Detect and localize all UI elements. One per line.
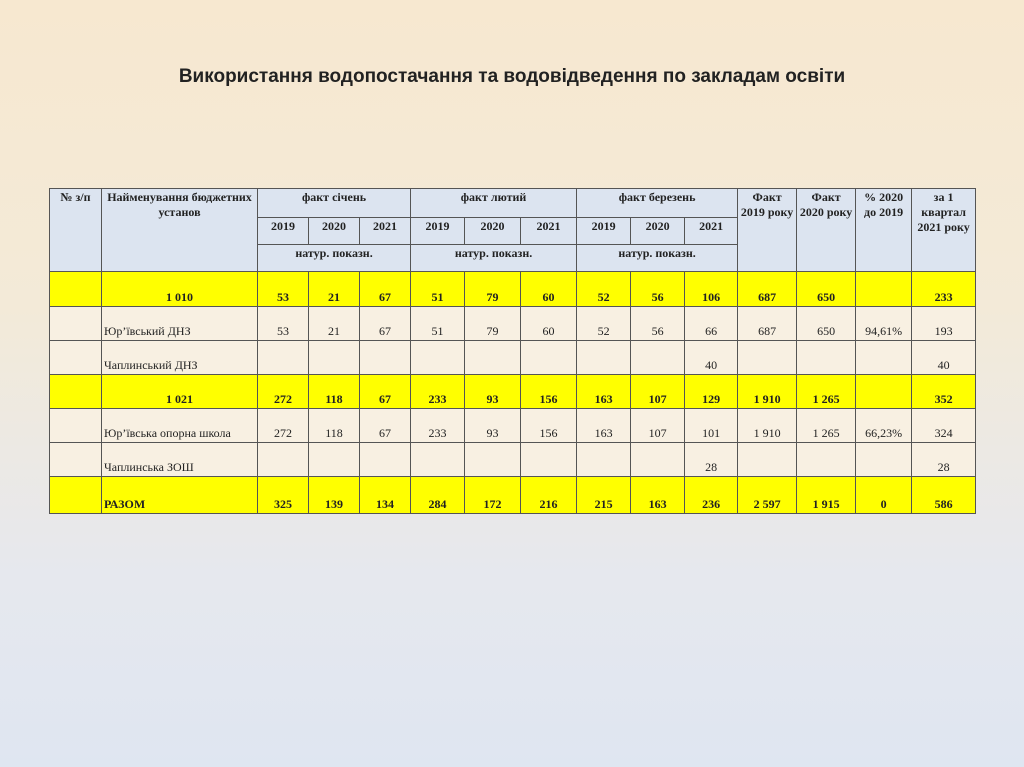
- header-year: 2021: [360, 218, 411, 245]
- cell: [411, 341, 465, 375]
- cell: 272: [258, 375, 309, 409]
- cell: [465, 341, 521, 375]
- cell-q1: 352: [912, 375, 976, 409]
- cell: 118: [309, 409, 360, 443]
- row-name: 1 021: [102, 375, 258, 409]
- cell: 21: [309, 307, 360, 341]
- cell: 60: [521, 307, 577, 341]
- cell: 118: [309, 375, 360, 409]
- row-nomer: [50, 409, 102, 443]
- cell: 215: [577, 477, 631, 514]
- cell: 79: [465, 272, 521, 307]
- table-row: [50, 307, 976, 341]
- cell-fact-2020: 1 265: [797, 375, 856, 409]
- header-q1: за 1 квартал 2021 року: [912, 189, 976, 272]
- cell: [631, 443, 685, 477]
- cell: [465, 443, 521, 477]
- cell-fact-2020: 650: [797, 307, 856, 341]
- cell: 53: [258, 272, 309, 307]
- row-name: Юр’ївська опорна школа: [102, 409, 258, 443]
- cell-q1: 233: [912, 272, 976, 307]
- header-feb: факт лютий: [411, 189, 577, 218]
- cell: 172: [465, 477, 521, 514]
- cell: [411, 443, 465, 477]
- row-nomer: [50, 443, 102, 477]
- cell: 236: [685, 477, 738, 514]
- cell: [309, 443, 360, 477]
- header-year: 2021: [685, 218, 738, 245]
- row-name: РАЗОМ: [102, 477, 258, 514]
- header-year: 2020: [631, 218, 685, 245]
- row-name: 1 010: [102, 272, 258, 307]
- header-year: 2019: [258, 218, 309, 245]
- cell-fact-2019: 1 910: [738, 409, 797, 443]
- row-nomer: [50, 375, 102, 409]
- header-nomer: № з/п: [50, 189, 102, 272]
- cell-fact-2020: 1 265: [797, 409, 856, 443]
- cell-fact-2019: 687: [738, 272, 797, 307]
- table-row: [50, 443, 976, 477]
- cell: [577, 443, 631, 477]
- cell-q1: 40: [912, 341, 976, 375]
- cell: [360, 341, 411, 375]
- header-jan: факт січень: [258, 189, 411, 218]
- cell-fact-2019: [738, 443, 797, 477]
- cell-percent: [856, 443, 912, 477]
- cell: 67: [360, 409, 411, 443]
- header-units: натур. показн.: [258, 245, 411, 272]
- cell: 156: [521, 375, 577, 409]
- cell: 216: [521, 477, 577, 514]
- cell: 106: [685, 272, 738, 307]
- header-units: натур. показн.: [577, 245, 738, 272]
- cell-q1: 193: [912, 307, 976, 341]
- header-year: 2020: [465, 218, 521, 245]
- cell: [631, 341, 685, 375]
- cell: 101: [685, 409, 738, 443]
- cell: 233: [411, 375, 465, 409]
- cell: 156: [521, 409, 577, 443]
- cell: 56: [631, 272, 685, 307]
- header-percent: % 2020 до 2019: [856, 189, 912, 272]
- cell: 56: [631, 307, 685, 341]
- cell: 129: [685, 375, 738, 409]
- cell-fact-2020: [797, 443, 856, 477]
- cell-percent: 66,23%: [856, 409, 912, 443]
- row-nomer: [50, 272, 102, 307]
- table-row: [50, 409, 976, 443]
- cell-percent: 0: [856, 477, 912, 514]
- row-name: Чаплинський ДНЗ: [102, 341, 258, 375]
- cell-fact-2020: [797, 341, 856, 375]
- table-row: [50, 341, 976, 375]
- header-mar: факт березень: [577, 189, 738, 218]
- cell: [521, 443, 577, 477]
- cell: 51: [411, 272, 465, 307]
- cell-fact-2019: [738, 341, 797, 375]
- cell-fact-2019: 2 597: [738, 477, 797, 514]
- row-nomer: [50, 477, 102, 514]
- header-name: Найменування бюджетних установ: [102, 189, 258, 272]
- cell: 66: [685, 307, 738, 341]
- cell: 67: [360, 307, 411, 341]
- cell: [521, 341, 577, 375]
- cell-percent: [856, 272, 912, 307]
- cell: 93: [465, 409, 521, 443]
- row-nomer: [50, 307, 102, 341]
- cell: 233: [411, 409, 465, 443]
- cell-percent: [856, 375, 912, 409]
- cell: 51: [411, 307, 465, 341]
- row-name: Юр’ївський ДНЗ: [102, 307, 258, 341]
- cell: [360, 443, 411, 477]
- cell: 67: [360, 272, 411, 307]
- row-name: Чаплинська ЗОШ: [102, 443, 258, 477]
- cell: 325: [258, 477, 309, 514]
- water-usage-table: [49, 188, 976, 514]
- cell-q1: 28: [912, 443, 976, 477]
- cell: 272: [258, 409, 309, 443]
- cell: 53: [258, 307, 309, 341]
- cell: 139: [309, 477, 360, 514]
- cell-percent: 94,61%: [856, 307, 912, 341]
- cell: [309, 341, 360, 375]
- cell-percent: [856, 341, 912, 375]
- cell-q1: 324: [912, 409, 976, 443]
- cell: [258, 443, 309, 477]
- header-year: 2019: [577, 218, 631, 245]
- cell: 107: [631, 409, 685, 443]
- table-row: [50, 375, 976, 409]
- cell-q1: 586: [912, 477, 976, 514]
- cell: 52: [577, 307, 631, 341]
- cell-fact-2020: 1 915: [797, 477, 856, 514]
- cell: 52: [577, 272, 631, 307]
- cell: 21: [309, 272, 360, 307]
- slide-title: Використання водопостачання та водовідведення по закладам освіти: [178, 66, 846, 87]
- cell: 134: [360, 477, 411, 514]
- cell: 107: [631, 375, 685, 409]
- cell: 284: [411, 477, 465, 514]
- cell-fact-2019: 687: [738, 307, 797, 341]
- cell: [258, 341, 309, 375]
- table-row-total: [50, 477, 976, 514]
- cell: 40: [685, 341, 738, 375]
- cell: 163: [577, 409, 631, 443]
- cell: 93: [465, 375, 521, 409]
- header-year: 2019: [411, 218, 465, 245]
- cell: 79: [465, 307, 521, 341]
- cell: [577, 341, 631, 375]
- cell: 60: [521, 272, 577, 307]
- header-year: 2021: [521, 218, 577, 245]
- cell-fact-2019: 1 910: [738, 375, 797, 409]
- table-row: [50, 272, 976, 307]
- cell: 28: [685, 443, 738, 477]
- cell: 163: [577, 375, 631, 409]
- header-units: натур. показн.: [411, 245, 577, 272]
- cell-fact-2020: 650: [797, 272, 856, 307]
- header-fact-2020: Факт 2020 року: [797, 189, 856, 272]
- cell: 67: [360, 375, 411, 409]
- header-year: 2020: [309, 218, 360, 245]
- row-nomer: [50, 341, 102, 375]
- header-fact-2019: Факт 2019 року: [738, 189, 797, 272]
- cell: 163: [631, 477, 685, 514]
